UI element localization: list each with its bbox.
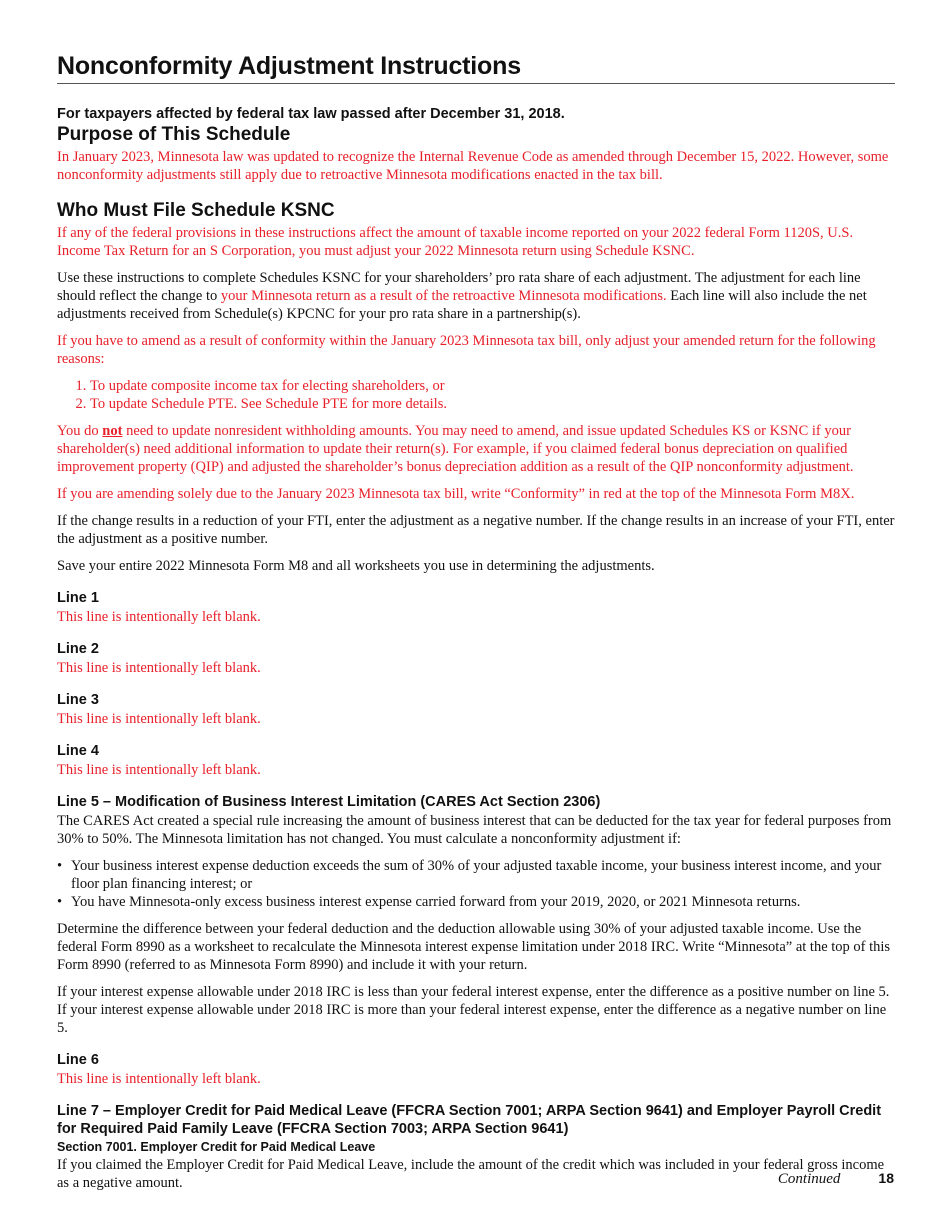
purpose-heading: Purpose of This Schedule [57, 124, 291, 145]
who-paragraph-5: If you are amending solely due to the January 2023 Minnesota tax bill, write “Conformity” in red at the top of the Minnesota Form M8X. [57, 486, 855, 502]
amend-reason-item: 1. To update composite income tax for electing shareholders, or [90, 377, 895, 395]
line-1-heading: Line 1 [57, 590, 99, 606]
line-3-text: This line is intentionally left blank. [57, 711, 261, 727]
who-p2-red: your Minnesota return as a result of the retroactive Minnesota modifications. [220, 288, 667, 304]
document-page [57, 52, 895, 1201]
line-2-heading: Line 2 [57, 641, 99, 657]
who-p2-end: Each line will also include the net adjustments received from Schedule(s) KPCNC for your pro rata share in a partnership(s). [57, 288, 867, 322]
line-5-conditions-list [57, 857, 895, 911]
who-paragraph-6: If the change results in a reduction of your FTI, enter the adjustment as a negative number. If the change results in an increase of your FTI, enter the adjustment as a positive number. [57, 513, 895, 547]
line-7-heading: Line 7 – Employer Credit for Paid Medical Leave (FFCRA Section 7001; ARPA Section 9641) and Employer Payroll Credit for Required Paid Family Leave (FFCRA Section 7003; ARPA Section 9641) [57, 1103, 882, 1137]
who-paragraph-1: If any of the federal provisions in these instructions affect the amount of taxable income reported on your 2022 federal Form 1120S, U.S. Income Tax Return for an S Corporation, you must adjust your 2022 Minnesota return using Schedule KSNC. [57, 225, 854, 259]
line-5-paragraph-1: The CARES Act created a special rule increasing the amount of business interest that can be deducted for the tax year for federal purposes from 30% to 50%. The Minnesota limitation has not changed. You must calculate a nonconformity adjustment if: [57, 813, 892, 847]
line-5-condition-item: • Your business interest expense deduction exceeds the sum of 30% of your adjusted taxable income, your business interest income, and your floor plan financing interest; or [57, 857, 895, 893]
section-7001-subheading: Section 7001. Employer Credit for Paid Medical Leave [57, 1140, 376, 1154]
line-2-text: This line is intentionally left blank. [57, 660, 261, 676]
line-4-heading: Line 4 [57, 743, 99, 759]
who-p4-end: need to update nonresident withholding amounts. You may need to amend, and issue updated Schedules KS or KSNC if your shareholder(s) need additional information to update their return(s). For example, if you claimed federal bonus depreciation on qualified improvement property (QIP) and adjusted the shareholder’s bonus depreciation addition as a result of the QIP nonconformity adjustment. [57, 423, 854, 475]
line-6-text: This line is intentionally left blank. [57, 1071, 261, 1087]
purpose-text: In January 2023, Minnesota law was updated to recognize the Internal Revenue Code as amended through December 15, 2022. However, some nonconformity adjustments still apply due to retroactive Minnesota modifications enacted in the tax bill. [57, 149, 889, 183]
who-p4-start: You do [57, 423, 103, 439]
line-5-condition-item: • You have Minnesota-only excess business interest expense carried forward from your 2019, 2020, or 2021 Minnesota returns. [57, 893, 895, 911]
who-p2-start: Use these instructions to complete Schedules KSNC for your shareholders’ pro rata share of each adjustment. The adjustment for each line should reflect the change to [57, 270, 861, 304]
who-must-file-heading: Who Must File Schedule KSNC [57, 200, 335, 221]
who-paragraph-4 [57, 422, 895, 476]
taxpayer-subhead: For taxpayers affected by federal tax law passed after December 31, 2018. [57, 106, 565, 122]
not-emphasis: not [102, 423, 123, 439]
continued-label: Continued [777, 1171, 841, 1187]
line-3-heading: Line 3 [57, 692, 99, 708]
line-5-paragraph-3: If your interest expense allowable under 2018 IRC is less than your federal interest expense, enter the difference as a positive number on line 5. If your interest expense allowable under 2018 IRC is more than your federal interest expense, enter the difference as a negative number on line 5. [57, 984, 890, 1036]
who-paragraph-7: Save your entire 2022 Minnesota Form M8 and all worksheets you use in determining the adjustments. [57, 558, 655, 574]
page-title: Nonconformity Adjustment Instructions [57, 52, 895, 84]
line-5-heading: Line 5 – Modification of Business Interest Limitation (CARES Act Section 2306) [57, 794, 601, 810]
line-5-paragraph-2: Determine the difference between your federal deduction and the deduction allowable using 30% of your adjusted taxable income. Use the federal Form 8990 as a worksheet to recalculate the Minnesota interest expense limitation under 2018 IRC. Write “Minnesota” at the top of this Form 8990 (referred to as Minnesota Form 8990) and include it with your return. [57, 921, 891, 973]
amend-reason-item: 2. To update Schedule PTE. See Schedule PTE for more details. [90, 395, 895, 413]
who-paragraph-2 [57, 269, 895, 323]
page-footer [778, 1170, 894, 1188]
line-6-heading: Line 6 [57, 1052, 99, 1068]
line-4-text: This line is intentionally left blank. [57, 762, 261, 778]
page-number: 18 [878, 1170, 894, 1186]
line-1-text: This line is intentionally left blank. [57, 609, 261, 625]
line-7-paragraph-1: If you claimed the Employer Credit for Paid Medical Leave, include the amount of the credit which was included in your federal gross income as a negative amount. [57, 1157, 885, 1191]
amend-reasons-list [57, 377, 895, 413]
who-paragraph-3: If you have to amend as a result of conformity within the January 2023 Minnesota tax bill, only adjust your amended return for the following reasons: [57, 333, 876, 367]
